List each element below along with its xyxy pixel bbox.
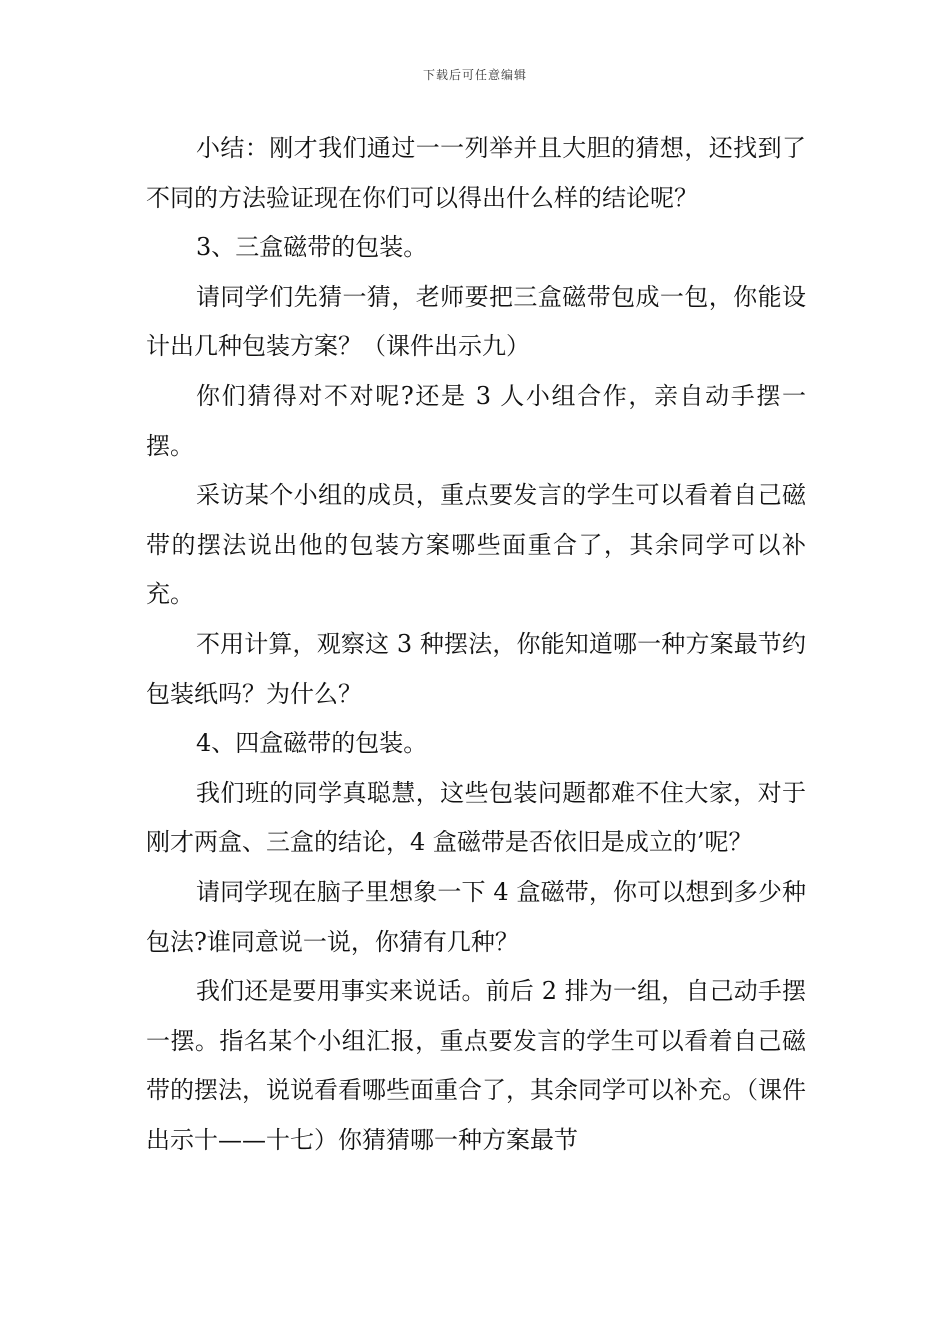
paragraph-interview: 采访某个小组的成员，重点要发言的学生可以看着自己磁带的摆法说出他的包装方案哪些面重合了，其余同学可以补充。 xyxy=(146,481,806,609)
document-body xyxy=(146,124,806,1165)
paragraph-guess-three-boxes: 请同学们先猜一猜，老师要把三盒磁带包成一包，你能设计出几种包装方案？（课件出示九） xyxy=(146,282,806,361)
paragraph-four-boxes-question: 我们班的同学真聪慧，这些包装问题都难不住大家，对于刚才两盒、三盒的结论，4 盒磁带是否依旧是成立的’呢？ xyxy=(146,778,806,857)
paragraph-section-4-heading: 4、四盒磁带的包装。 xyxy=(196,729,428,758)
paragraph-observe: 不用计算，观察这 3 种摆法，你能知道哪一种方案最节约包装纸吗？为什么？ xyxy=(146,629,806,708)
paragraph-group-work: 你们猜得对不对呢?还是 3 人小组合作，亲自动手摆一摆。 xyxy=(146,381,806,460)
page-header-note: 下载后可任意编辑 xyxy=(422,68,527,82)
paragraph-imagine: 请同学现在脑子里想象一下 4 盒磁带，你可以想到多少种包法?谁同意说一说，你猜有几种？ xyxy=(146,877,806,956)
paragraph-facts: 我们还是要用事实来说话。前后 2 排为一组，自己动手摆一摆。指名某个小组汇报，重点要发言的学生可以看着自己磁带的摆法，说说看看哪些面重合了，其余同学可以补充。（课件出示十——十七）你猜猜哪一种方案最节 xyxy=(146,977,806,1154)
paragraph-summary: 小结：刚才我们通过一一列举并且大胆的猜想，还找到了不同的方法验证现在你们可以得出什么样的结论呢？ xyxy=(146,134,806,212)
paragraph-section-3-heading: 3、三盒磁带的包装。 xyxy=(196,233,428,262)
